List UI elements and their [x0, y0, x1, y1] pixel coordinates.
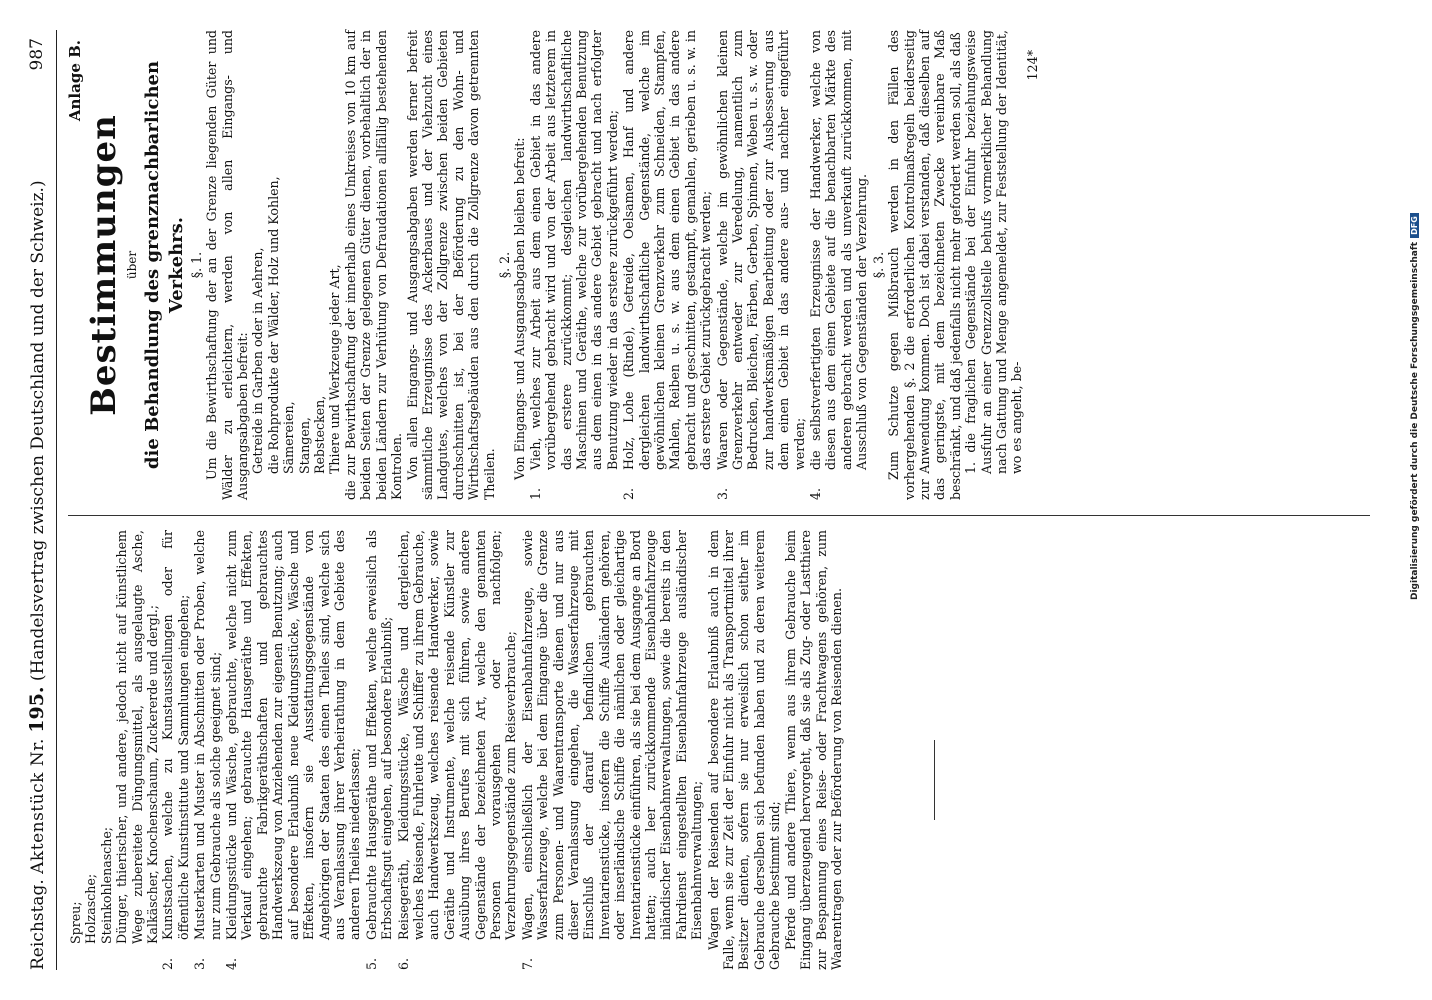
item-number: 3. — [714, 487, 730, 500]
item-number: 1. — [527, 487, 543, 500]
item-text: Vieh, welches zur Arbeit aus dem einen Gebiet in das andere vorübergehend gebracht wird und von der Arbeit aus letzterem in das erstere zurückkommt; desgleichen landwirthschaftliche Maschinen und Geräthe, welche zur vorübergehenden Benutzung aus dem einen in das andere Gebiet gebracht und nach erfolgter Benutzung wieder in das erstere zurückgeführt werden; — [527, 30, 620, 470]
annex-label: Anlage B. — [66, 40, 84, 122]
list-item — [396, 530, 519, 970]
duenger-paragraph: Dünger, thierischer, und andere, jedoch nicht auf künstlichem Wege zubereitete Düngungsmittel, als ausgelaugte Asche, Kalkäscher, Knochenschaum, Zuckererde und dergl.; — [114, 530, 161, 944]
item-text: Reisegeräth, Kleidungsstücke, Wäsche und dergleichen, welches Reisende, Fuhrleute und Schiffer zu ihrem Gebrauche, auch Handwerkszeug, welches reisende Handwerker, sowie Geräthe und Instrumente, welche reisende Künstler zur Ausübung ihres Berufes mit sich führen, sowie andere Gegenstände der bezeichneten Art, welche den genannten Personen vorausgehen oder nachfolgen; Verzehrungsgegenstände zum Reiseverbrauche; — [395, 530, 519, 940]
list-item: Rebstecken, — [312, 395, 328, 474]
header-subject: (Handelsvertrag zwischen Deutschland und der Schweiz.) — [28, 180, 48, 682]
column-divider — [68, 515, 1370, 516]
section-heading: §. 3. — [870, 251, 886, 279]
digitization-credit: Digitalisierung gefördert durch die Deutsche Forschungsgemeinschaft — [1410, 241, 1420, 600]
document-title: Bestimmungen — [84, 114, 125, 416]
section-3-intro: Zum Schutze gegen Mißbrauch werden in den Fällen des vorhergehenden §. 2 die erforderlichen Kontrolmaßregeln beiderseitig zur Anwendung kommen. Doch ist dabei verstanden, daß dieselben auf das geringste, mit dem bezeichneten Zwecke vereinbare Maß beschränkt, und daß jedenfalls nicht mehr gefordert werden soll, als daß — [886, 30, 963, 500]
document-subtitle: die Behandlung des grenznachbarlichen Verkehrs. — [141, 60, 187, 470]
header-prefix: Reichstag. — [28, 879, 48, 970]
digitization-text — [1410, 213, 1420, 600]
list-item: Getreide in Garben oder in Aehren, — [250, 247, 266, 474]
header-doc: Aktenstück Nr. — [28, 738, 48, 874]
item-number: 5. — [363, 957, 379, 970]
list-item: Thiere und Werkzeuge jeder Art, — [327, 264, 343, 474]
left-column — [68, 530, 1380, 970]
item-number: 6. — [395, 957, 411, 970]
list-item: Stangen, — [296, 417, 312, 474]
list-item: Holzasche; — [83, 873, 99, 944]
signature-mark: 124* — [1024, 50, 1040, 81]
item-text: Holz, Lohe (Rinde), Getreide, Oelsamen, Hanf und andere dergleichen landwirthschaftliche Gegenstände, welche im gewöhnlichen kleinen Grenzverkehr zum Schneiden, Stampfen, Mahlen, Reiben u. s. w. aus dem einen Gebiet in das andere gebracht und geschnitten, gestampft, gemahlen, gerieben u. s. w. in das erstere Gebiet zurückgebracht werden; — [621, 30, 714, 470]
item-text: Gebrauchte Hausgeräthe und Effekten, welche erweislich als Erbschaftsgut eingehen, auf besondere Erlaubniß; — [363, 530, 395, 940]
wagen-paragraph: Wagen der Reisenden auf besondere Erlaubniß auch in dem Falle, wenn sie zur Zeit der Einfuhr nicht als Transportmittel ihrer Besitzer dienten, sofern sie nur erweislich schon seither im Gebrauche derselben sich befunden haben und zu deren weiterem Gebrauche bestimmt sind; — [705, 530, 783, 970]
section-rule — [934, 740, 935, 820]
section-2-intro: Von Eingangs- und Ausgangsabgaben bleiben befreit: — [512, 137, 528, 480]
list-item: Steinkohlenasche; — [98, 826, 114, 944]
list-item: die Rohprodukte der Wälder, Holz und Kohlen, — [265, 176, 281, 474]
section-heading: §. 2. — [496, 251, 512, 279]
item-text: Kleidungsstücke und Wäsche, gebrauchte, welche nicht zum Verkauf eingehen; gebrauchte Hausgeräthe und Effekten, gebrauchte Fabrikgeräthschaften und gebrauchtes Handwerkszeug von Anziehenden zur eigenen Benutzung; auch auf besondere Erlaubniß neue Kleidungsstücke, Wäsche und Effekten, insofern sie Ausstattungsgegenstände von Angehörigen der Staaten des einen Theiles sind, welche sich aus Veranlassung ihrer Verheirathung in dem Gebiete des anderen Theiles niederlassen; — [224, 530, 363, 940]
item-text: Waaren oder Gegenstände, welche im gewöhnlichen kleinen Grenzverkehr entweder zur Veredelung, namentlich zum Bedrucken, Bleichen, Färben, Gerben, Spinnen, Weben u. s. w. oder zur handwerksmäßigen Bearbeitung oder zur Ausbesserung aus dem einen Gebiet in das andere aus- und nachher eingeführt werden; — [714, 30, 807, 470]
item-text: Kunstsachen, welche zu Kunstausstellungen oder für öffentliche Kunstinstitute und Sammlungen eingehen; — [160, 530, 191, 940]
list-item: Sämereien, — [281, 401, 297, 474]
item-text: Wagen, einschließlich der Eisenbahnfahrzeuge, sowie Wasserfahrzeuge, welche bei dem Eingange über die Grenze zum Personen- und Waarentransporte dienen und nur aus dieser Veranlassung eingehen, die Wasserfahrzeuge mit Einschluß der darauf befindlichen gebrauchten Inventarienstücke, insofern die Schiffe Ausländern gehören, oder inserländische Schiffe die nämlichen oder gleichartige Inventarienstücke einführen, als sie bei dem Ausgange an Bord hatten; auch leer zurückkommende Eisenbahnfahrzeuge inländischer Eisenbahnverwaltungen, sowie die bereits in den Fahrdienst eingestellten Eisenbahnfahrzeuge ausländischer Eisenbahnverwaltungen; — [519, 530, 705, 940]
item-number: 4. — [224, 957, 240, 970]
item-text: die selbstverfertigten Erzeugnisse der Handwerker, welche von diesen aus dem einen Gebiete auf die benachbarten Märkte des anderen gebracht werden und als unverkauft zurückkommen, mit Ausschluß von Gegenständen der Verzehrung. — [808, 30, 870, 470]
list-item — [621, 30, 713, 500]
list-item — [808, 30, 870, 500]
header-number: 195. — [26, 686, 48, 733]
item-text: Musterkarten und Muster in Abschnitten oder Proben, welche nur zum Gebrauche als solche geeignet sind; — [192, 530, 223, 940]
dfg-logo: DFG — [1410, 213, 1419, 238]
digitization-label — [1410, 0, 1432, 1000]
item-number: 3. — [192, 957, 208, 970]
item-number: 2. — [160, 957, 176, 970]
list-item — [224, 530, 363, 970]
running-header — [22, 30, 57, 970]
title-connector: über — [125, 250, 140, 280]
item-number: 2. — [621, 487, 637, 500]
list-item — [364, 530, 395, 970]
section-1-tail: die zur Bewirthschaftung der innerhalb eines Umkreises von 10 km auf beiden Seiten der Grenze gelegenen Güter dienen, vorbehaltlich der in beiden Ländern zur Verhütung von Defraudationen allfällig bestehenden Kontrolen. — [342, 30, 405, 500]
item-number: 4. — [808, 487, 824, 500]
list-item — [715, 30, 807, 500]
section-3-item: 1. die fraglichen Gegenstände bei der Einfuhr beziehungsweise Ausfuhr an einer Grenzzollstelle behufs vormerklicher Behandlung nach Gattung und Menge angemeldet, zur Feststellung der Identität, wo es angeht, be- — [963, 30, 1025, 474]
list-item — [528, 30, 620, 500]
section-heading: §. 1. — [188, 251, 204, 279]
page-number: 987 — [27, 38, 47, 71]
pferde-paragraph: Pferde und andere Thiere, wenn aus ihrem Gebrauche beim Eingang überzeugend hervorgeht, daß sie als Zug- oder Lastthiere zur Bespannung eines Reise- oder Frachtwagens gehören, zum Waarentragen oder zur Beförderung von Reisenden dienen. — [782, 530, 844, 970]
section-1-para2: Von allen Eingangs- und Ausgangsabgaben werden ferner befreit sämmtliche Erzeugnisse des Ackerbaues und der Viehzucht eines Landgutes, welches von der Zollgrenze zwischen beiden Gebieten durchschnitten ist, bei der Beförderung zu den Wohn- und Wirthschaftsgebäuden aus den durch die Zollgrenze davon getrennten Theilen. — [404, 30, 497, 500]
list-item — [192, 530, 223, 970]
list-item: Spreu; — [68, 901, 83, 944]
list-item — [160, 530, 191, 970]
item-number: 7. — [519, 957, 535, 970]
section-1-intro: Um die Bewirthschaftung der an der Grenze liegenden Güter und Wälder zu erleichtern, werden von allen Eingangs- und Ausgangsabgaben befreit: — [204, 30, 251, 500]
right-column — [68, 30, 1380, 500]
list-item — [520, 530, 705, 970]
